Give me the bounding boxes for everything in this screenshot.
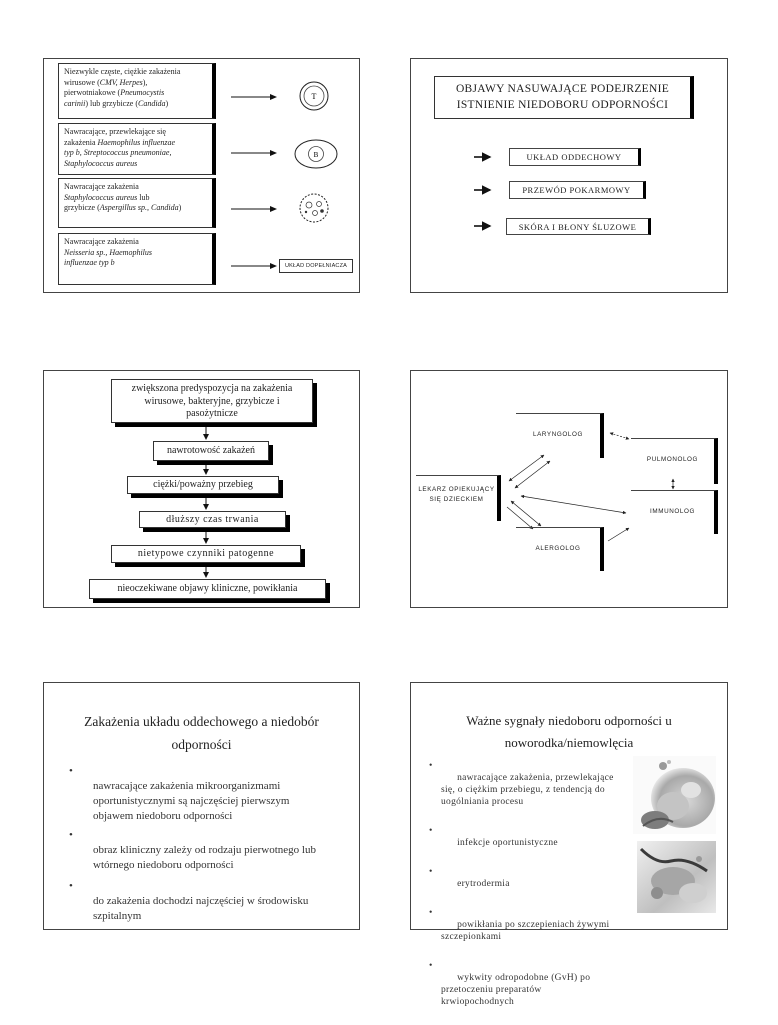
slide2-arrows xyxy=(411,59,729,294)
bullet-icon: • xyxy=(429,826,433,836)
bullet-icon: • xyxy=(69,829,73,841)
text-segment: Nawracające zakażenia xyxy=(64,237,139,246)
connector-physician-laryngologist xyxy=(509,455,544,481)
infant-photo-2 xyxy=(637,841,716,913)
slide5-title: Zakażenia układu oddechowego a niedobór odporności xyxy=(84,714,319,752)
b-cell-icon xyxy=(295,140,337,168)
text-segment: ) lub grzybicze ( xyxy=(85,98,138,108)
complement-system-box: UKŁAD DOPEŁNIACZA xyxy=(279,259,353,273)
list-item-text: do zakażenia dochodzi najczęściej w środowisku szpitalnym xyxy=(93,895,309,922)
slide5-bullet-list xyxy=(69,764,358,928)
list-item-text: erytrodermia xyxy=(457,879,510,889)
bullet-icon: • xyxy=(69,880,73,892)
slide6-title: Ważne sygnały niedoboru odporności u noworodka/niemowlęcia xyxy=(466,713,672,750)
italic-text-segment: Haemophilus influenzae typ b, Streptococcus pneumoniae, Staphylococcus aureus xyxy=(64,137,176,168)
italic-text-segment: Staphylococcus aureus xyxy=(64,192,138,202)
text-segment: Nawracające, przewlekające się zakażenia xyxy=(64,127,166,147)
list-item xyxy=(69,879,358,924)
phagocyte-icon xyxy=(300,194,328,222)
italic-text-segment: Candida xyxy=(137,98,166,108)
bullet-icon: • xyxy=(429,761,433,771)
connector-physician-allergist xyxy=(511,501,541,526)
slide2-title: OBJAWY NASUWAJĄCE PODEJRZENIE ISTNIENIE NIEDOBORU ODPORNOŚCI xyxy=(434,76,694,119)
list-item xyxy=(429,825,633,861)
symptom-respiratory-system: UKŁAD ODDECHOWY xyxy=(509,148,641,166)
bullet-icon: • xyxy=(429,908,433,918)
specialist-immunologist: IMMUNOLOG xyxy=(631,490,718,534)
connector-allergist-immunologist xyxy=(608,528,629,541)
step-predisposition: zwiększona predyspozycja na zakażenia wirusowe, bakteryjne, grzybicze i pasożytnicze xyxy=(111,379,313,423)
list-item xyxy=(69,764,358,824)
symptom-digestive-tract: PRZEWÓD POKARMOWY xyxy=(509,181,646,199)
list-item xyxy=(69,828,358,873)
specialist-laryngologist: LARYNGOLOG xyxy=(516,413,604,458)
step-severe-course: ciężki/poważny przebieg xyxy=(127,476,279,494)
t-cell-label: T xyxy=(311,92,317,101)
list-item-text: nawracające zakażenia mikroorganizmami oportunistycznymi są najczęściej pierwszym objawem niedoboru odporności xyxy=(93,780,290,822)
bullet-icon: • xyxy=(429,961,433,971)
bullet-icon: • xyxy=(69,765,73,777)
connector-laryngologist-pulmonologist xyxy=(610,433,629,439)
text-segment: lub grzybicze ( xyxy=(64,192,150,212)
bullet-icon: • xyxy=(429,867,433,877)
list-item-text: wykwity odropodobne (GvH) po przetoczeniu preparatów krwiopochodnych xyxy=(441,973,591,1007)
connector-physician-laryngologist xyxy=(515,461,550,488)
italic-text-segment: Aspergillus sp., Candida xyxy=(99,203,179,212)
list-item-text: powikłania po szczepieniach żywymi szczepionkami xyxy=(441,920,610,942)
step-unexpected-symptoms: nieoczekiwane objawy kliniczne, powikłania xyxy=(89,579,326,599)
slide-newborn-warning-signs xyxy=(410,682,728,1007)
italic-text-segment: Pneumocystis carinii xyxy=(64,88,165,108)
slide-immune-defects-infections xyxy=(43,58,360,293)
text-segment: Nawracające zakażenia xyxy=(64,182,139,191)
connector-physician-immunologist xyxy=(521,496,626,513)
slide-flow-of-consequences xyxy=(43,370,360,608)
slide-symptoms-suggesting-deficiency xyxy=(410,58,728,293)
slide-specialists-network xyxy=(410,370,728,608)
list-item xyxy=(429,960,633,1020)
specialist-pediatric-physician: LEKARZ OPIEKUJĄCY SIĘ DZIECKIEM xyxy=(416,475,501,521)
list-item-text: nawracające zakażenia, przewlekające się, o ciężkim przebiegu, z tendencją do uogólniania procesu xyxy=(441,773,614,807)
list-item xyxy=(429,866,633,902)
b-cell-label: B xyxy=(313,151,319,159)
list-item-text: obraz kliniczny zależy od rodzaju pierwotnego lub wtórnego niedoboru odporności xyxy=(93,844,316,871)
italic-text-segment: CMV, Herpes xyxy=(99,77,143,87)
slide6-bullet-list xyxy=(429,760,633,1025)
list-item xyxy=(429,907,633,955)
specialist-allergist: ALERGOLOG xyxy=(516,527,604,571)
slide-respiratory-infections xyxy=(43,682,360,930)
t-cell-icon xyxy=(300,82,328,110)
list-item-text: infekcje oportunistyczne xyxy=(457,838,558,848)
italic-text-segment: Neisseria sp., Haemophilus influenzae typ b xyxy=(64,247,152,267)
text-segment: ) xyxy=(178,203,182,212)
list-item xyxy=(429,760,633,820)
step-atypical-pathogens: nietypowe czynniki patogenne xyxy=(111,545,301,563)
step-longer-duration: dłuższy czas trwania xyxy=(139,511,286,528)
text-segment: ), pierwotniakowe ( xyxy=(64,77,148,97)
symptom-skin-mucosa: SKÓRA I BŁONY ŚLUZOWE xyxy=(506,218,651,235)
text-segment: Niezwykle częste, ciężkie zakażenia wirusowe ( xyxy=(64,67,181,87)
text-segment: ) xyxy=(165,98,169,108)
step-recurrence: nawrotowość zakażeń xyxy=(153,441,269,461)
connector-physician-allergist xyxy=(507,507,533,529)
specialist-pulmonologist: PULMONOLOG xyxy=(631,438,718,484)
infant-photo-1 xyxy=(633,756,716,834)
